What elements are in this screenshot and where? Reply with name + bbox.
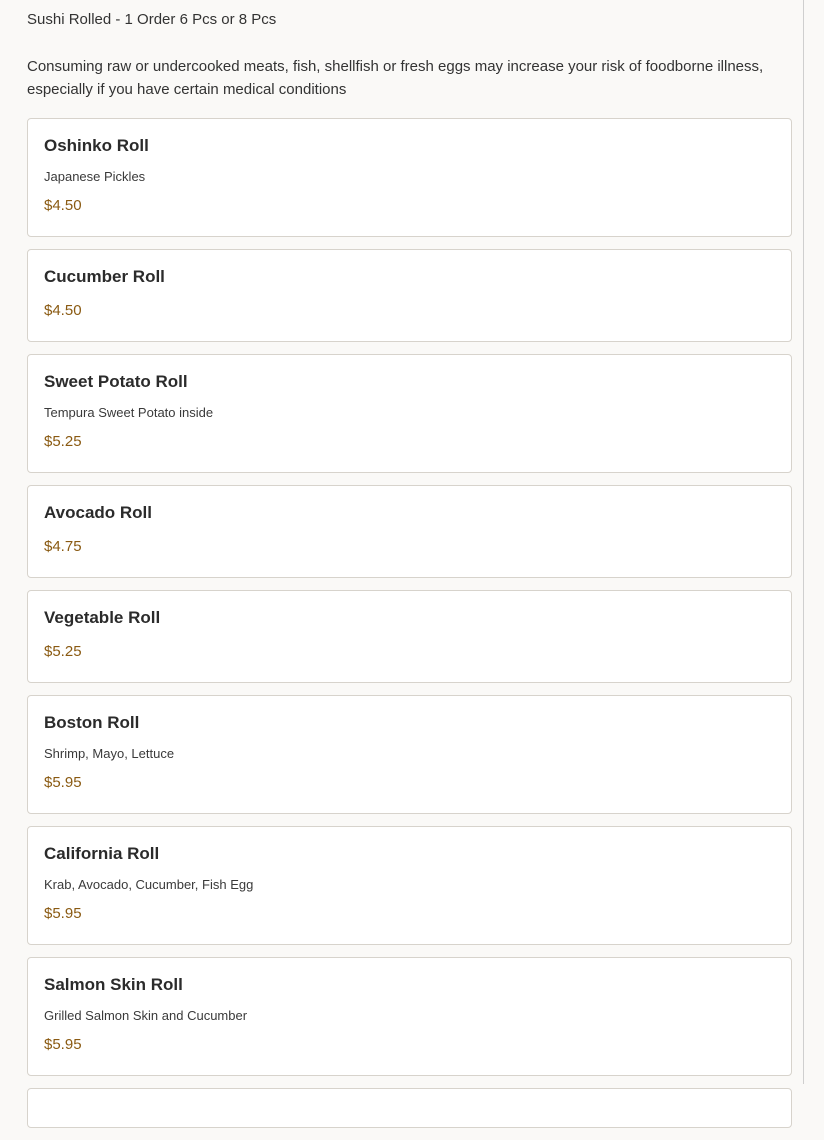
menu-item-card[interactable] <box>27 826 792 945</box>
menu-item-name: Cucumber Roll <box>44 267 165 286</box>
menu-item-card[interactable] <box>27 695 792 814</box>
section-subtitle: Sushi Rolled - 1 Order 6 Pcs or 8 Pcs <box>27 11 277 28</box>
menu-item-name: Vegetable Roll <box>44 608 161 627</box>
menu-item-description: Japanese Pickles <box>44 169 146 184</box>
menu-item-card[interactable] <box>27 590 792 683</box>
menu-item-price: $4.50 <box>44 197 82 214</box>
menu-section <box>27 0 792 1140</box>
menu-item-card[interactable] <box>27 354 792 473</box>
menu-item-name: Salmon Skin Roll <box>44 975 183 994</box>
menu-item-price: $5.25 <box>44 643 82 660</box>
food-safety-disclaimer: Consuming raw or undercooked meats, fish, shellfish or fresh eggs may increase your risk of foodborne illness, especially if you have certain medical conditions <box>27 58 764 98</box>
menu-item-price: $5.95 <box>44 774 82 791</box>
menu-item-card[interactable] <box>27 485 792 578</box>
menu-item-name: Avocado Roll <box>44 503 152 522</box>
menu-item-description: Shrimp, Mayo, Lettuce <box>44 746 175 761</box>
menu-item-list <box>27 118 792 1128</box>
page-divider <box>803 0 804 1084</box>
menu-item-card-partial[interactable] <box>27 1088 792 1128</box>
menu-item-price: $5.95 <box>44 1036 82 1053</box>
menu-item-name: Oshinko Roll <box>44 136 149 155</box>
menu-item-name: California Roll <box>44 844 160 863</box>
menu-item-price: $4.75 <box>44 538 82 555</box>
menu-item-card[interactable] <box>27 249 792 342</box>
menu-item-description: Grilled Salmon Skin and Cucumber <box>44 1008 248 1023</box>
menu-item-price: $5.25 <box>44 433 82 450</box>
menu-item-card[interactable] <box>27 957 792 1076</box>
menu-item-name: Sweet Potato Roll <box>44 372 188 391</box>
menu-item-name: Boston Roll <box>44 713 140 732</box>
menu-item-description: Tempura Sweet Potato inside <box>44 405 214 420</box>
menu-item-card[interactable] <box>27 118 792 237</box>
menu-item-price: $4.50 <box>44 302 82 319</box>
menu-item-price: $5.95 <box>44 905 82 922</box>
menu-item-description: Krab, Avocado, Cucumber, Fish Egg <box>44 877 254 892</box>
